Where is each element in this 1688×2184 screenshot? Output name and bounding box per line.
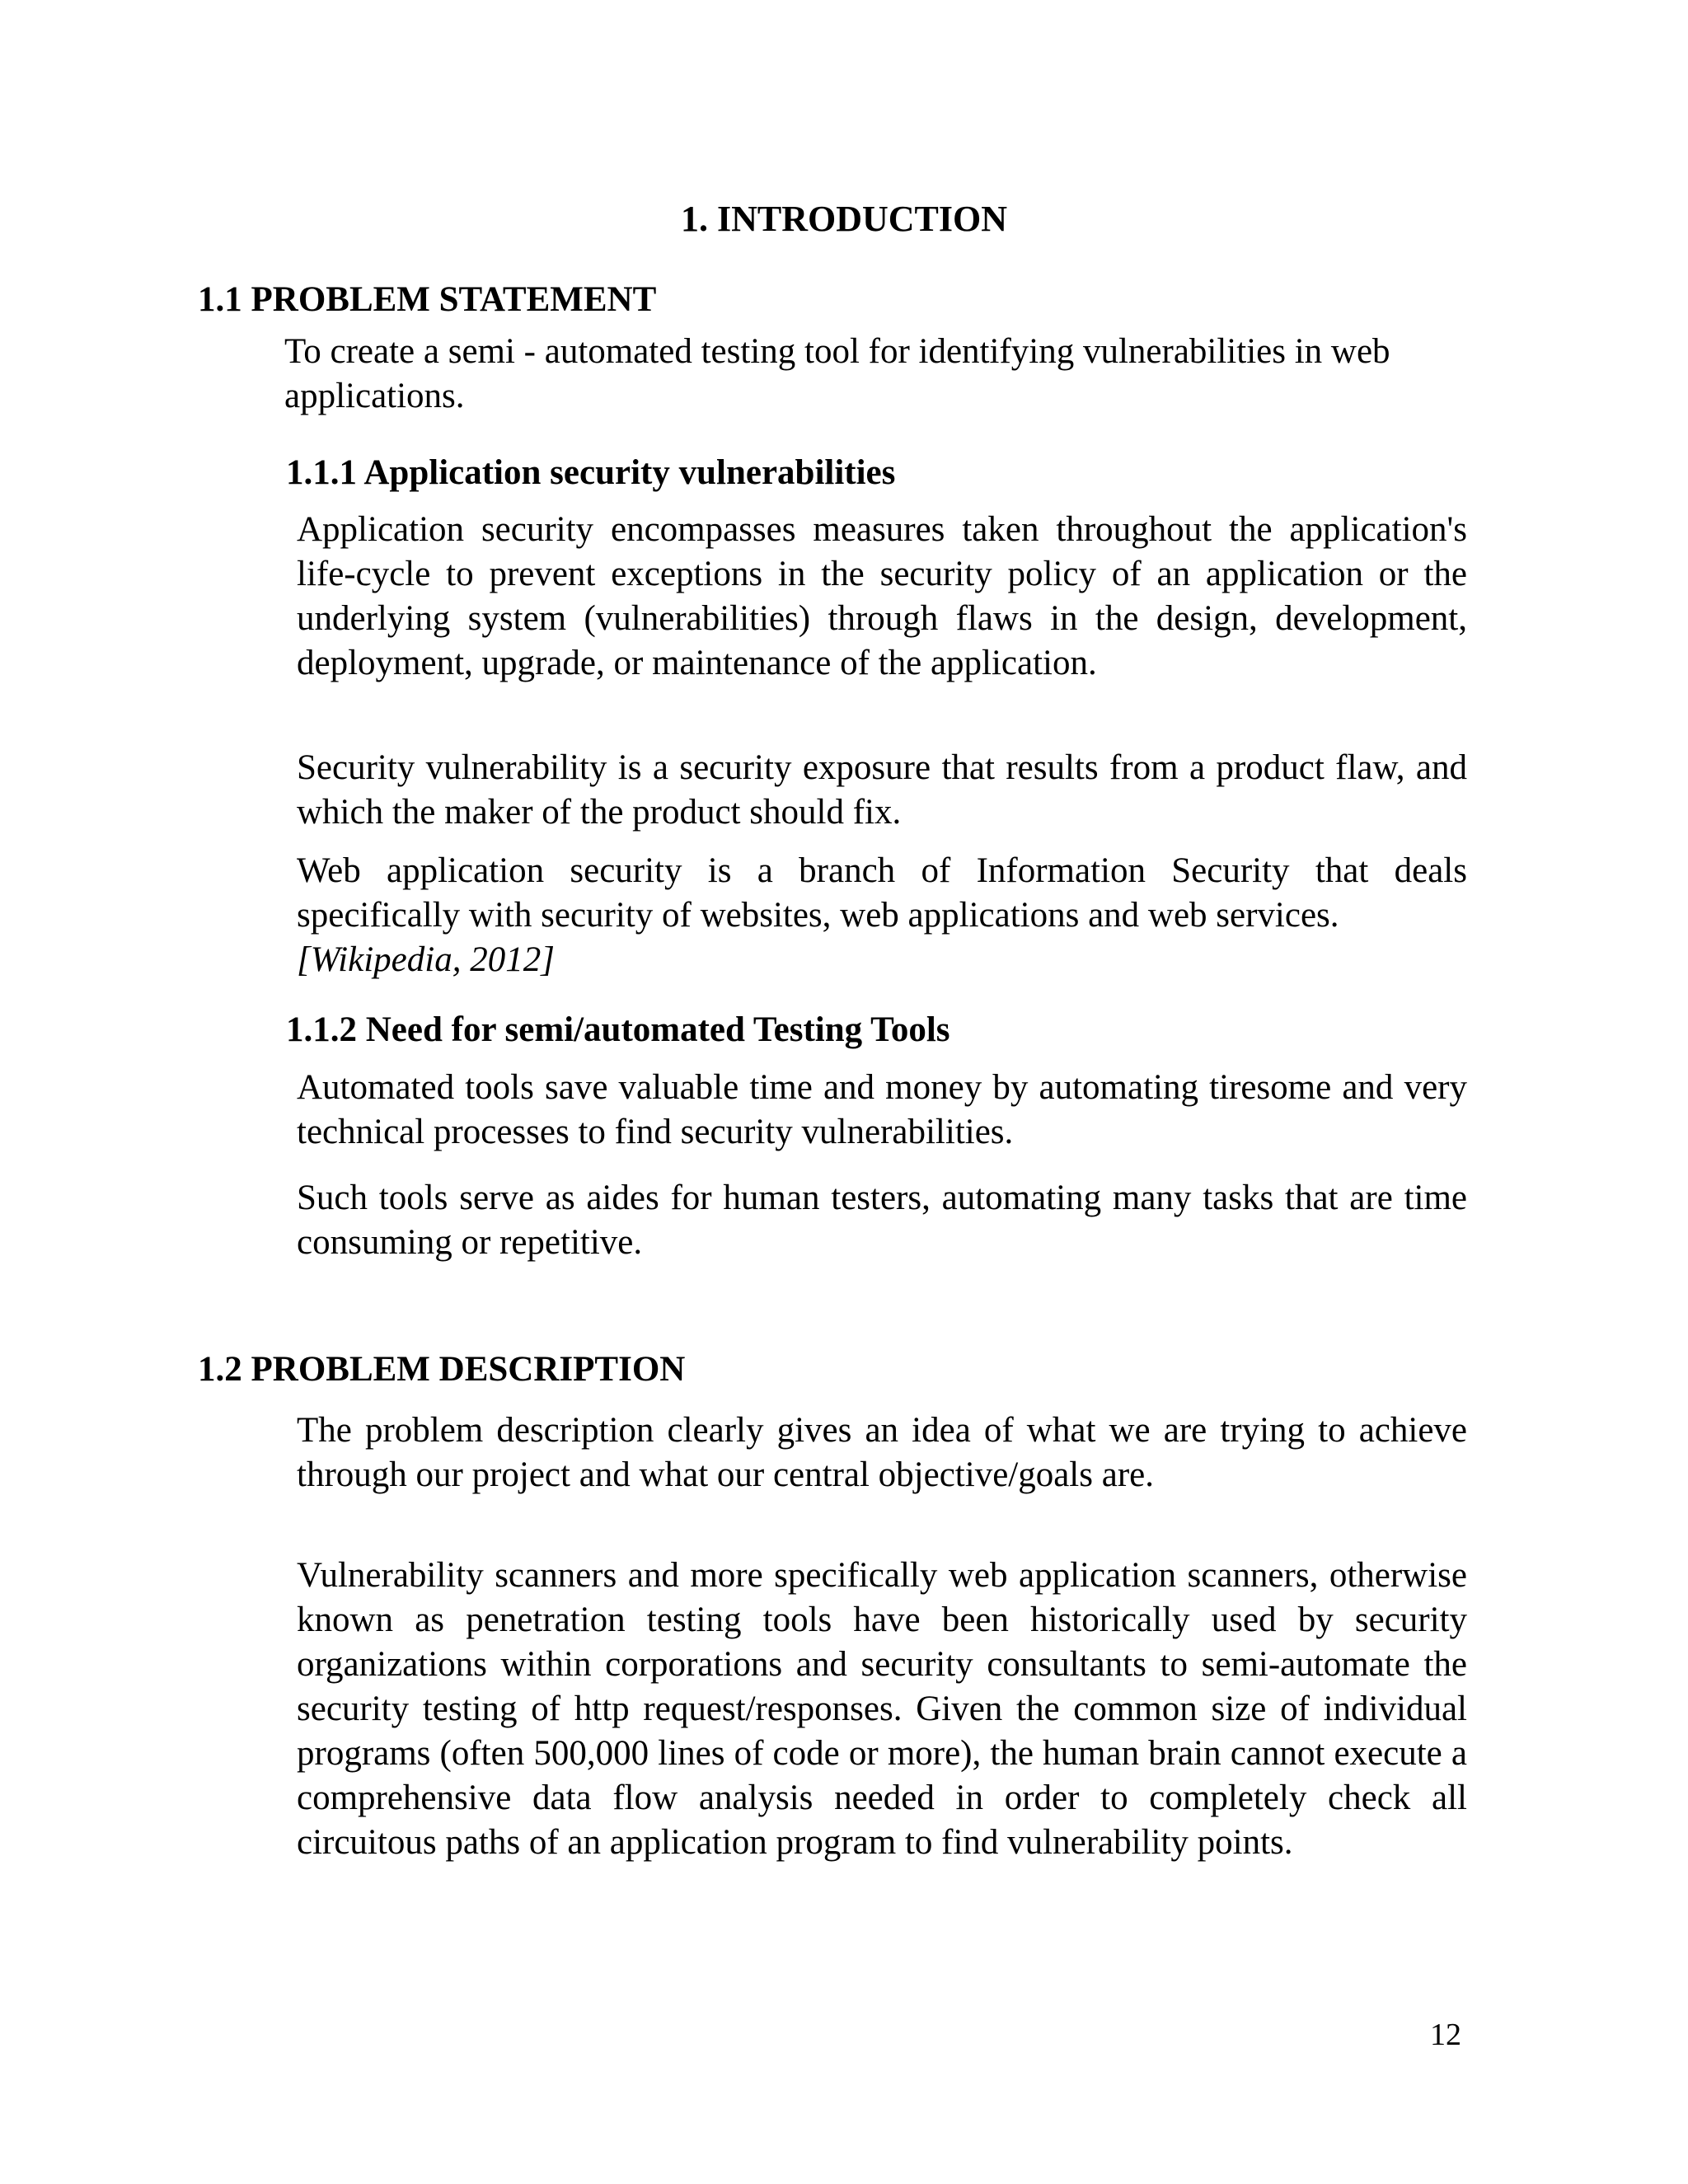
app-security-paragraph-2: Security vulnerability is a security exposure that results from a product flaw, and which the maker of the product should fix. bbox=[297, 748, 1467, 832]
problem-description-paragraph-2: Vulnerability scanners and more specifically web application scanners, otherwise known as penetration testing tools have been historically used by security organizations within corporations and security consultants to semi-automate the security testing of http request/responses. Given the common size of individual programs (often 500,000 lines of code or more), the human brain cannot execute a comprehensive data flow analysis needed in order to completely check all circuitous paths of an application program to find vulnerability points. bbox=[297, 1556, 1467, 1862]
app-security-paragraph-3 bbox=[297, 849, 1467, 982]
citation: [Wikipedia, 2012] bbox=[297, 940, 555, 979]
need-tools-paragraph-1: Automated tools save valuable time and money by automating tiresome and very technical processes to find security vulnerabilities. bbox=[297, 1068, 1467, 1151]
subsection-heading-app-security: 1.1.1 Application security vulnerabilities bbox=[286, 453, 896, 492]
page-number: 12 bbox=[1430, 2018, 1461, 2052]
subsection-heading-need-tools: 1.1.2 Need for semi/automated Testing Tools bbox=[286, 1010, 950, 1049]
section-heading-problem-description: 1.2 PROBLEM DESCRIPTION bbox=[198, 1350, 686, 1389]
app-security-paragraph-3-text: Web application security is a branch of Information Security that deals specifically with security of websites, web applications and web services. bbox=[297, 851, 1467, 935]
chapter-title: 1. INTRODUCTION bbox=[680, 199, 1008, 239]
need-tools-paragraph-2: Such tools serve as aides for human testers, automating many tasks that are time consuming or repetitive. bbox=[297, 1179, 1467, 1262]
problem-description-paragraph-1: The problem description clearly gives an idea of what we are trying to achieve through our project and what our central objective/goals are. bbox=[297, 1411, 1467, 1494]
problem-statement-text: To create a semi - automated testing tool for identifying vulnerabilities in web applications. bbox=[284, 332, 1390, 415]
app-security-paragraph-1: Application security encompasses measures taken throughout the application's life-cycle to prevent exceptions in the security policy of an application or the underlying system (vulnerabilities) through flaws in the design, development, deployment, upgrade, or maintenance of the application. bbox=[297, 510, 1467, 682]
section-heading-problem-statement: 1.1 PROBLEM STATEMENT bbox=[198, 280, 657, 319]
